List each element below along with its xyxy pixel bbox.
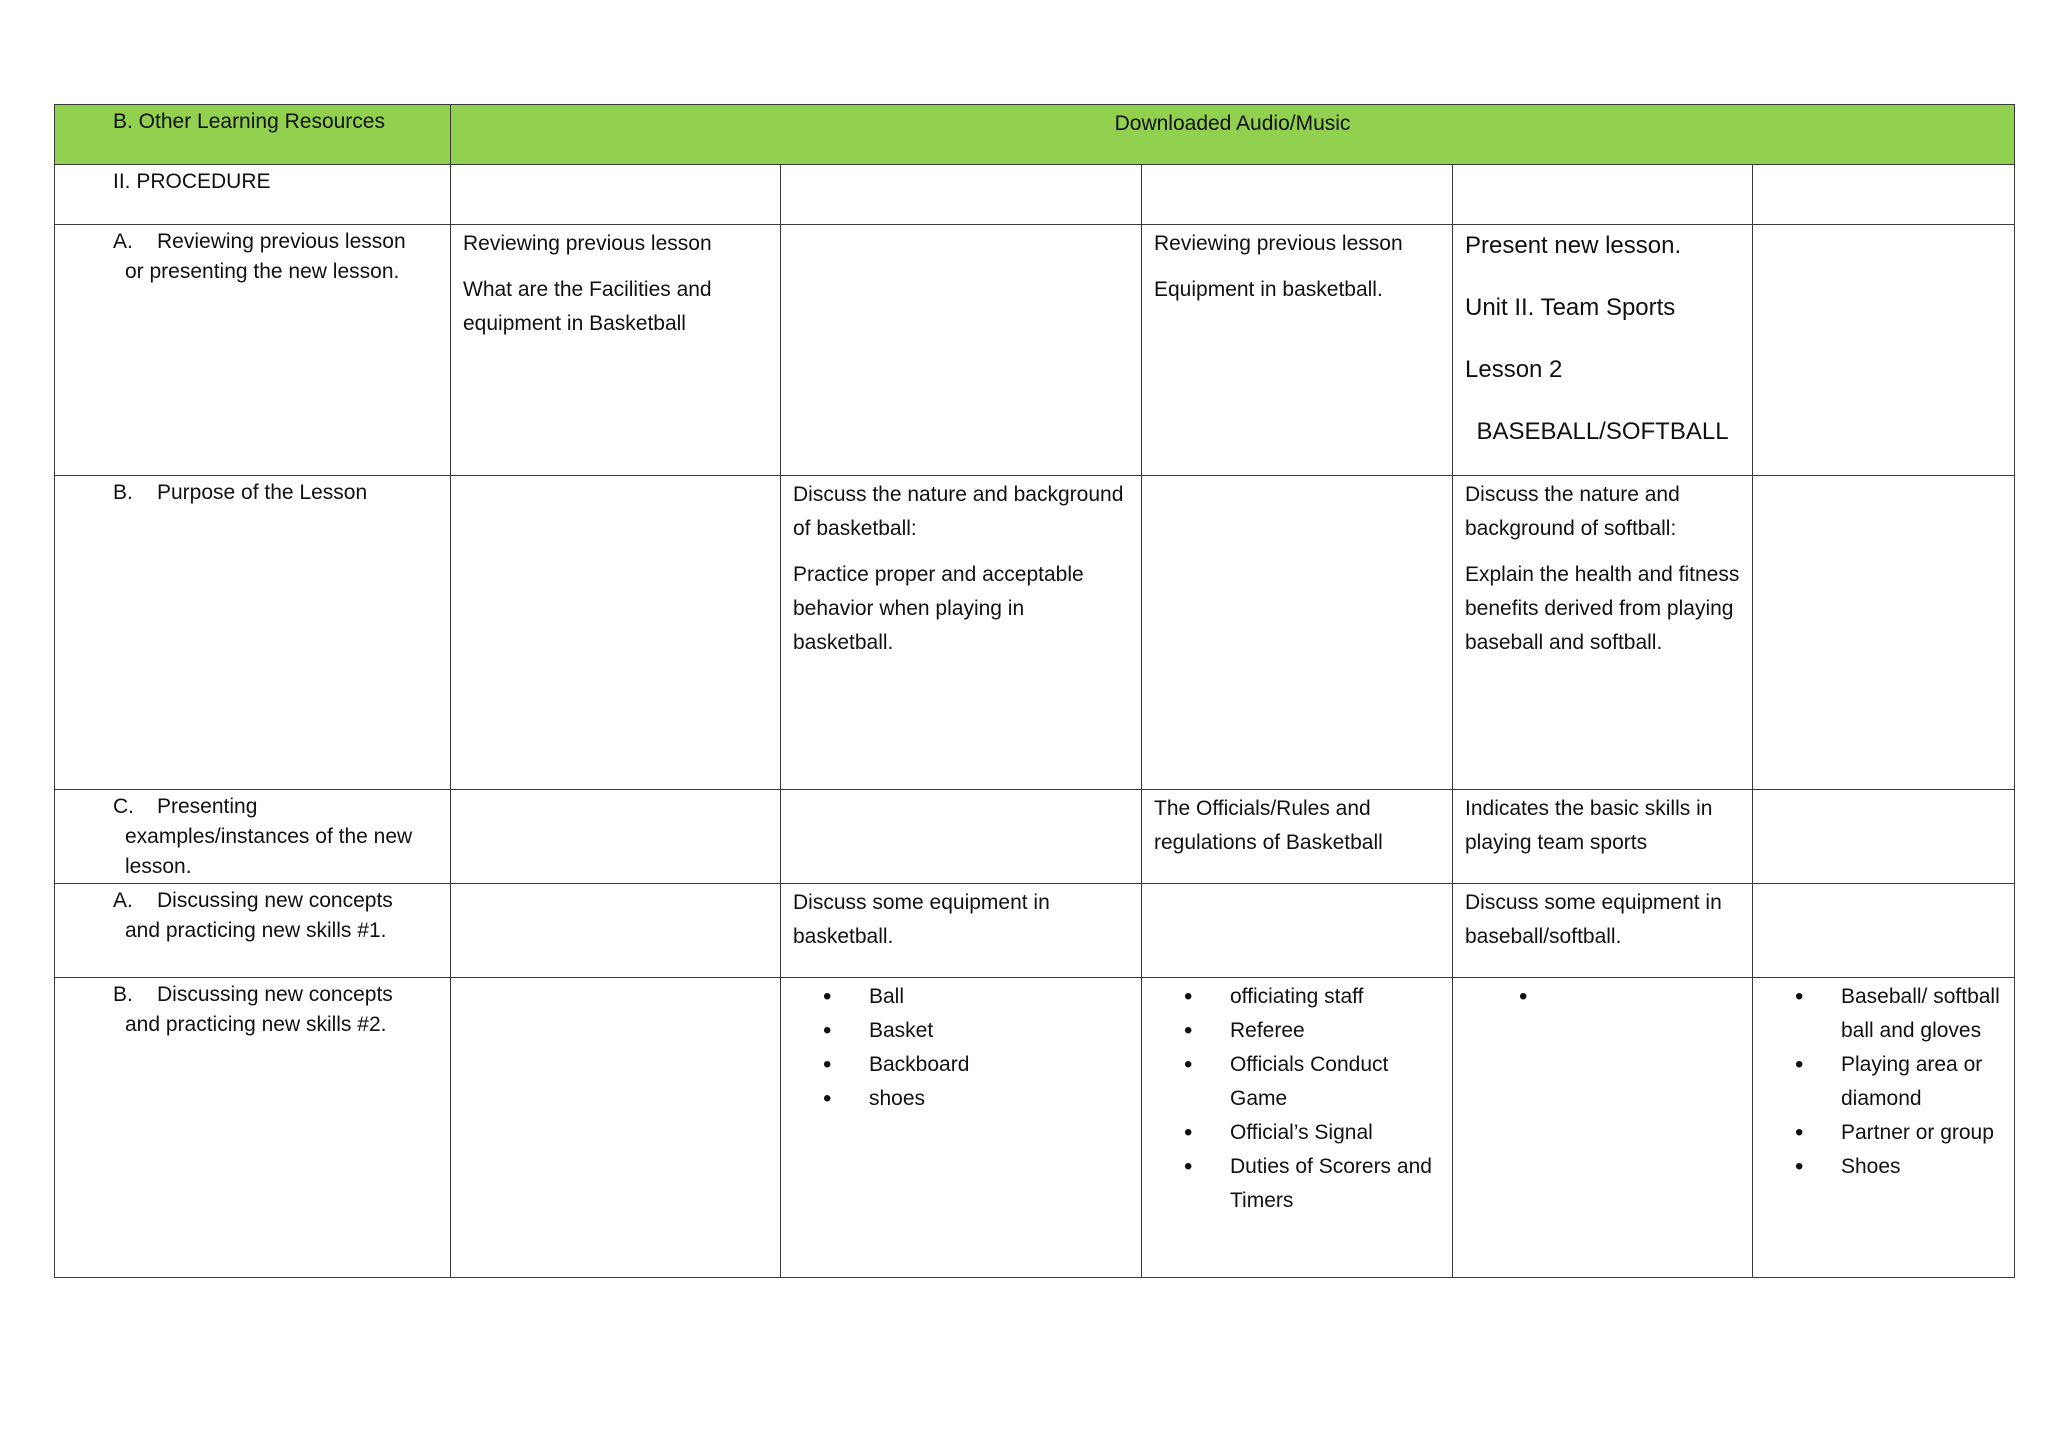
list-item: • Shoes <box>1841 1150 2002 1184</box>
list-item: • Baseball/ softball ball and gloves <box>1841 980 2002 1048</box>
purpose-cell-5 <box>1753 476 2015 790</box>
purpose-cell-3 <box>1142 476 1453 790</box>
skills2-cell-1 <box>451 978 781 1278</box>
lesson-topic: BASEBALL/SOFTBALL <box>1476 418 1729 445</box>
downloaded-audio-cell <box>451 105 2015 165</box>
skills2-cell-5 <box>1753 978 2015 1278</box>
presenting-cell-4-text: Indicates the basic skills in playing team sports <box>1465 797 1713 854</box>
review-label-line2: or presenting the new lesson. <box>125 260 400 283</box>
procedure-cell-1 <box>451 165 781 225</box>
presenting-letter: C. <box>113 795 134 818</box>
skills1-row <box>55 884 2015 978</box>
skills1-label <box>55 884 451 978</box>
procedure-label <box>55 165 451 225</box>
review-cell-2 <box>781 225 1142 476</box>
other-resources-label-text: B. Other Learning Resources <box>113 110 385 133</box>
other-resources-row <box>55 105 2015 165</box>
presenting-cell-3 <box>1142 790 1453 884</box>
review-row <box>55 225 2015 476</box>
list-item: • Duties of Scorers and Timers <box>1230 1150 1440 1218</box>
skills2-cell-2 <box>781 978 1142 1278</box>
empty-bullet: • <box>1519 983 1528 1010</box>
skills1-cell-1 <box>451 884 781 978</box>
review-cell-5 <box>1753 225 2015 476</box>
other-resources-label <box>55 105 451 165</box>
presenting-cell-1 <box>451 790 781 884</box>
purpose-cell-4-text1: Discuss the nature and background of softball: <box>1465 483 1680 540</box>
review-cell-3-text: Equipment in basketball. <box>1154 278 1383 301</box>
list-item: • Official’s Signal <box>1230 1116 1440 1150</box>
list-item: • Officials Conduct Game <box>1230 1048 1440 1116</box>
skills1-cell-3 <box>1142 884 1453 978</box>
review-cell-3 <box>1142 225 1453 476</box>
presenting-cell-4 <box>1453 790 1753 884</box>
purpose-cell-2-text1: Discuss the nature and background of basketball: <box>793 483 1124 540</box>
purpose-row <box>55 476 2015 790</box>
skills2-row <box>55 978 2015 1278</box>
procedure-cell-4 <box>1453 165 1753 225</box>
skills2-label <box>55 978 451 1278</box>
unit-title: Unit II. Team Sports <box>1465 294 1676 321</box>
skills2-label-line1: Discussing new concepts <box>157 983 393 1006</box>
lesson-plan-table <box>54 104 2015 1278</box>
review-cell-1-text: What are the Facilities and equipment in Basketball <box>463 278 712 335</box>
list-item: • Ball <box>869 980 1129 1014</box>
skills1-letter: A. <box>113 889 133 912</box>
skills1-label-line1: Discussing new concepts <box>157 889 393 912</box>
list-item: • Playing area or diamond <box>1841 1048 2002 1116</box>
presenting-row <box>55 790 2015 884</box>
review-cell-4 <box>1453 225 1753 476</box>
review-cell-1-heading: Reviewing previous lesson <box>463 232 712 255</box>
presenting-label-line2: examples/instances of the new <box>125 825 413 848</box>
skills1-cell-2-text: Discuss some equipment in basketball. <box>793 891 1050 948</box>
presenting-label <box>55 790 451 884</box>
purpose-cell-4 <box>1453 476 1753 790</box>
list-item: • Backboard <box>869 1048 1129 1082</box>
procedure-row <box>55 165 2015 225</box>
skills2-cell-4 <box>1453 978 1753 1278</box>
procedure-label-text: II. PROCEDURE <box>113 170 271 193</box>
presenting-cell-5 <box>1753 790 2015 884</box>
procedure-cell-5 <box>1753 165 2015 225</box>
basketball-equipment-list <box>793 980 1129 1116</box>
officials-list <box>1154 980 1440 1218</box>
purpose-cell-4-text2: Explain the health and fitness benefits derived from playing baseball and softball. <box>1465 563 1740 654</box>
review-letter: A. <box>113 230 133 253</box>
skills1-cell-4 <box>1453 884 1753 978</box>
presenting-cell-3-text: The Officials/Rules and regulations of Basketball <box>1154 797 1383 854</box>
presenting-label-line1: Presenting <box>157 795 258 818</box>
skills1-cell-4-text: Discuss some equipment in baseball/softball. <box>1465 891 1722 948</box>
list-item: • Partner or group <box>1841 1116 2002 1150</box>
procedure-cell-3 <box>1142 165 1453 225</box>
purpose-letter: B. <box>113 481 133 504</box>
skills1-cell-2 <box>781 884 1142 978</box>
purpose-cell-2-text2: Practice proper and acceptable behavior when playing in basketball. <box>793 563 1084 654</box>
list-item: • Basket <box>869 1014 1129 1048</box>
present-new-lesson: Present new lesson. <box>1465 232 1682 259</box>
skills2-cell-3 <box>1142 978 1453 1278</box>
review-label <box>55 225 451 476</box>
purpose-cell-2 <box>781 476 1142 790</box>
skills1-cell-5 <box>1753 884 2015 978</box>
purpose-label <box>55 476 451 790</box>
review-cell-3-heading: Reviewing previous lesson <box>1154 232 1403 255</box>
skills1-label-line2: and practicing new skills #1. <box>125 919 387 942</box>
downloaded-audio-text: Downloaded Audio/Music <box>1114 112 1351 135</box>
purpose-label-text: Purpose of the Lesson <box>157 481 368 504</box>
review-cell-1 <box>451 225 781 476</box>
baseball-equipment-list <box>1765 980 2002 1184</box>
skills2-letter: B. <box>113 983 133 1006</box>
purpose-cell-1 <box>451 476 781 790</box>
skills2-label-line2: and practicing new skills #2. <box>125 1013 387 1036</box>
review-label-line1: Reviewing previous lesson <box>157 230 406 253</box>
list-item: • shoes <box>869 1082 1129 1116</box>
presenting-label-line3: lesson. <box>125 855 192 878</box>
list-item: • officiating staff <box>1230 980 1440 1014</box>
presenting-cell-2 <box>781 790 1142 884</box>
lesson-number: Lesson 2 <box>1465 356 1563 383</box>
list-item: • Referee <box>1230 1014 1440 1048</box>
procedure-cell-2 <box>781 165 1142 225</box>
